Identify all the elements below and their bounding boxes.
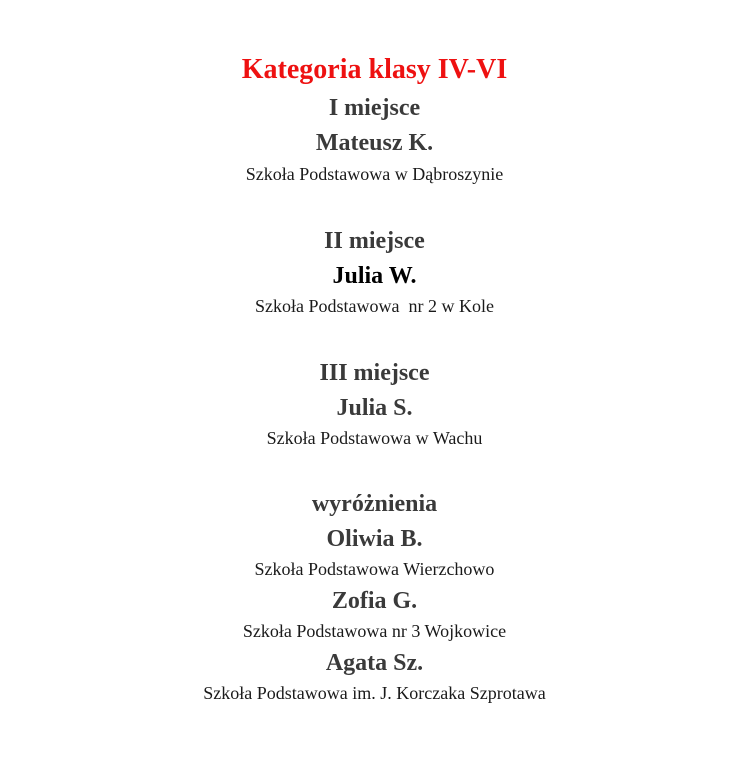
first-place-heading: I miejsce [328,95,421,121]
third-place-name: Julia S. [336,395,413,421]
third-place-heading: III miejsce [319,360,430,386]
first-place-name: Mateusz K. [315,130,434,156]
second-place-name: Julia W. [332,263,417,289]
distinction-school: Szkoła Podstawowa im. J. Korczaka Szprotawa [203,683,546,703]
distinctions-heading: wyróżnienia [311,491,438,517]
distinction-name: Zofia G. [331,588,418,614]
category-title: Kategoria klasy IV-VI [241,54,508,85]
distinction-name: Oliwia B. [326,526,423,552]
distinction-name: Agata Sz. [325,650,424,676]
distinction-school: Szkoła Podstawowa Wierzchowo [254,559,495,579]
first-place-school: Szkoła Podstawowa w Dąbroszynie [245,164,504,184]
third-place-school: Szkoła Podstawowa w Wachu [266,428,483,448]
second-place-school: Szkoła Podstawowa nr 2 w Kole [255,296,494,316]
distinction-school: Szkoła Podstawowa nr 3 Wojkowice [242,621,507,641]
second-place-heading: II miejsce [324,228,425,254]
